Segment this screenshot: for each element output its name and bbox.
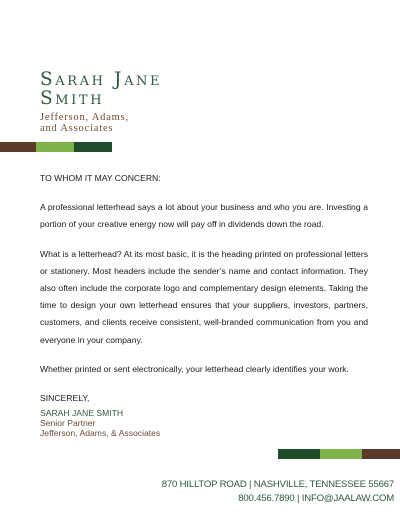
paragraph-3: Whether printed or sent electronically, your letterhead clearly identifies your work.	[40, 363, 349, 374]
top-stripe-light-green	[36, 142, 74, 152]
bottom-stripe-brown	[362, 449, 400, 459]
paragraph-2: What is a letterhead? At its most basic, it is the heading printed on professional letters or stationery. Most headers include the sender’s name and contact information. They also often include the corporate logo and complementary design elements. Taking the time to design your own letterhead ensures that your suppliers, investors, partners, customers, and clients receive consistent, well-branded communication from you and everyone in your company.	[40, 248, 368, 345]
signature-title: Senior Partner	[40, 418, 96, 428]
salutation: TO WHOM IT MAY CONCERN:	[40, 173, 161, 183]
sender-name	[40, 70, 260, 108]
top-stripe-brown	[0, 142, 36, 152]
signature-firm: Jefferson, Adams, & Associates	[40, 428, 161, 438]
footer-phone-email: 800.456.7890 | INFO@JAALAW.COM	[238, 493, 394, 504]
letter-body	[40, 170, 368, 419]
sender-name-line1: Sarah Jane	[40, 69, 163, 90]
footer-address: 870 HILLTOP ROAD | NASHVILLE, TENNESSEE 55667	[161, 479, 394, 490]
paragraph-1: A professional letterhead says a lot about your business and who you are. Investing a portion of your creative energy now will pay off in dividends down the road.	[40, 202, 368, 230]
signature-name: SARAH JANE SMITH	[40, 408, 124, 418]
sender-firm-line2: and Associates	[40, 123, 114, 134]
closing: SINCERELY,	[40, 393, 90, 404]
sender-firm-line1: Jefferson, Adams,	[40, 112, 129, 123]
sender-name-line2: Smith	[40, 88, 105, 109]
sender-firm	[40, 112, 240, 134]
top-stripe-dark-green	[74, 142, 112, 152]
bottom-stripe-light-green	[320, 449, 362, 459]
signature-block	[40, 408, 160, 438]
footer-contact	[94, 478, 394, 506]
bottom-stripe-dark-green	[278, 449, 320, 459]
